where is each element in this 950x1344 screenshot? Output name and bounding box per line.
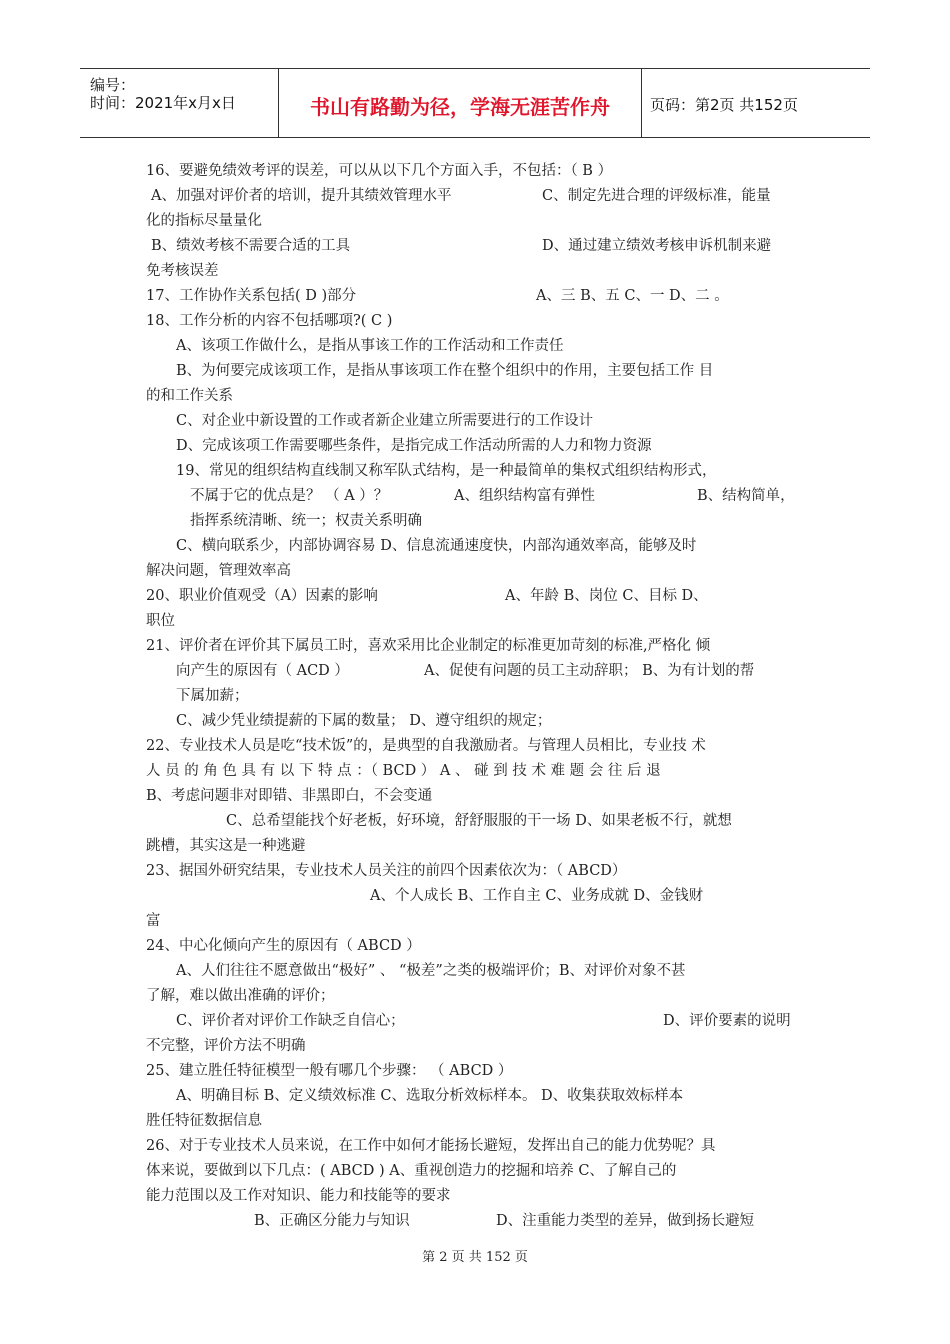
text-line: 的和工作关系 bbox=[146, 388, 233, 404]
text-line: 下属加薪； bbox=[176, 688, 249, 704]
text-line: 25、建立胜任特征模型一般有哪几个步骤： （ ABCD ） bbox=[146, 1063, 513, 1079]
text-line: C、减少凭业绩提薪的下属的数量； D、遵守组织的规定； bbox=[176, 713, 552, 729]
text-line: A、三 B、五 C、一 D、二 。 bbox=[536, 288, 729, 304]
text-line: D、通过建立绩效考核申诉机制来避 bbox=[542, 238, 772, 254]
text-line: 23、据国外研究结果，专业技术人员关注的前四个因素依次为：（ ABCD） bbox=[146, 863, 627, 879]
text-line: A、该项工作做什么，是指从事该工作的工作活动和工作责任 bbox=[176, 338, 564, 354]
text-line: 17、工作协作关系包括( D )部分 bbox=[146, 288, 357, 304]
text-line: A、人们往往不愿意做出“极好” 、 “极差”之类的极端评价；B、对评价对象不甚 bbox=[176, 963, 686, 979]
text-line: A、年龄 B、岗位 C、目标 D、 bbox=[505, 588, 708, 604]
text-line: 能力范围以及工作对知识、能力和技能等的要求 bbox=[146, 1188, 451, 1204]
text-line: C、评价者对评价工作缺乏自信心； bbox=[176, 1013, 405, 1029]
text-line: 20、职业价值观受（A）因素的影响 bbox=[146, 588, 378, 604]
text-line: 跳槽，其实这是一种逃避 bbox=[146, 838, 306, 854]
header-motto: 书山有路勤为径，学海无涯苦作舟 bbox=[310, 95, 610, 119]
text-line: 21、评价者在评价其下属员工时，喜欢采用比企业制定的标准更加苛刻的标准,严格化 倾 bbox=[146, 638, 711, 654]
text-line: 24、中心化倾向产生的原因有（ ABCD ） bbox=[146, 938, 421, 954]
text-line: 职位 bbox=[146, 613, 175, 629]
text-line: D、注重能力类型的差异，做到扬长避短 bbox=[496, 1213, 755, 1229]
text-line: 26、对于专业技术人员来说，在工作中如何才能扬长避短，发挥出自己的能力优势呢？具 bbox=[146, 1138, 716, 1154]
text-line: 18、工作分析的内容不包括哪项?( C ) bbox=[146, 313, 393, 329]
text-line: 了解，难以做出准确的评价； bbox=[146, 988, 335, 1004]
text-line: C、对企业中新设置的工作或者新企业建立所需要进行的工作设计 bbox=[176, 413, 594, 429]
document-date-label: 时间：2021年x月x日 bbox=[90, 94, 236, 112]
text-line: B、正确区分能力与知识 bbox=[254, 1213, 410, 1229]
text-line: C、制定先进合理的评级标准，能量 bbox=[542, 188, 771, 204]
text-line: 不完整，评价方法不明确 bbox=[146, 1038, 306, 1054]
document-number-label: 编号： bbox=[90, 76, 136, 94]
text-line: B、结构简单， bbox=[697, 488, 795, 504]
text-line: 向产生的原因有（ ACD ） bbox=[176, 663, 349, 679]
text-line: A、个人成长 B、工作自主 C、业务成就 D、金钱财 bbox=[370, 888, 704, 904]
text-line: 免考核误差 bbox=[146, 263, 219, 279]
header-page-info: 页码：第2页 共152页 bbox=[650, 96, 798, 114]
text-line: 化的指标尽量量化 bbox=[146, 213, 262, 229]
page-footer: 第 2 页 共 152 页 bbox=[422, 1250, 528, 1265]
text-line: B、绩效考核不需要合适的工具 bbox=[151, 238, 351, 254]
text-line: A、促使有问题的员工主动辞职； B、为有计划的帮 bbox=[424, 663, 755, 679]
text-line: 胜任特征数据信息 bbox=[146, 1113, 262, 1129]
text-line: C、总希望能找个好老板，好环境，舒舒服服的干一场 D、如果老板不行，就想 bbox=[226, 813, 732, 829]
text-line: D、完成该项工作需要哪些条件，是指完成工作活动所需的人力和物力资源 bbox=[176, 438, 652, 454]
text-line: 19、常见的组织结构直线制又称军队式结构，是一种最简单的集权式组织结构形式， bbox=[176, 463, 717, 479]
text-line: A、加强对评价者的培训，提升其绩效管理水平 bbox=[151, 188, 452, 204]
text-line: A、组织结构富有弹性 bbox=[454, 488, 595, 504]
text-line: D、评价要素的说明 bbox=[663, 1013, 791, 1029]
text-line: 指挥系统清晰、统一；权责关系明确 bbox=[190, 513, 422, 529]
text-line: A、明确目标 B、定义绩效标准 C、选取分析效标样本。 D、收集获取效标样本 bbox=[176, 1088, 684, 1104]
text-line: C、横向联系少，内部协调容易 D、信息流通速度快，内部沟通效率高，能够及时 bbox=[176, 538, 697, 554]
text-line: 解决问题，管理效率高 bbox=[146, 563, 291, 579]
text-line: B、为何要完成该项工作，是指从事该项工作在整个组织中的作用，主要包括工作 目 bbox=[176, 363, 714, 379]
text-line: 不属于它的优点是？ （ A ）？ bbox=[190, 488, 389, 504]
text-line: 体来说，要做到以下几点：( ABCD ) A、重视创造力的挖掘和培养 C、了解自己的 bbox=[146, 1163, 677, 1179]
text-line: 人 员 的 角 色 具 有 以 下 特 点 ：（ BCD ） A 、 碰 到 技 术 难 题 会 往 后 退 bbox=[146, 763, 661, 779]
text-line: 16、要避免绩效考评的误差，可以从以下几个方面入手，不包括：（ B ） bbox=[146, 163, 613, 179]
text-line: B、考虑问题非对即错、非黑即白，不会变通 bbox=[146, 788, 433, 804]
text-line: 富 bbox=[146, 913, 161, 929]
text-line: 22、专业技术人员是吃“技术饭”的，是典型的自我激励者。与管理人员相比，专业技 术 bbox=[146, 738, 706, 754]
